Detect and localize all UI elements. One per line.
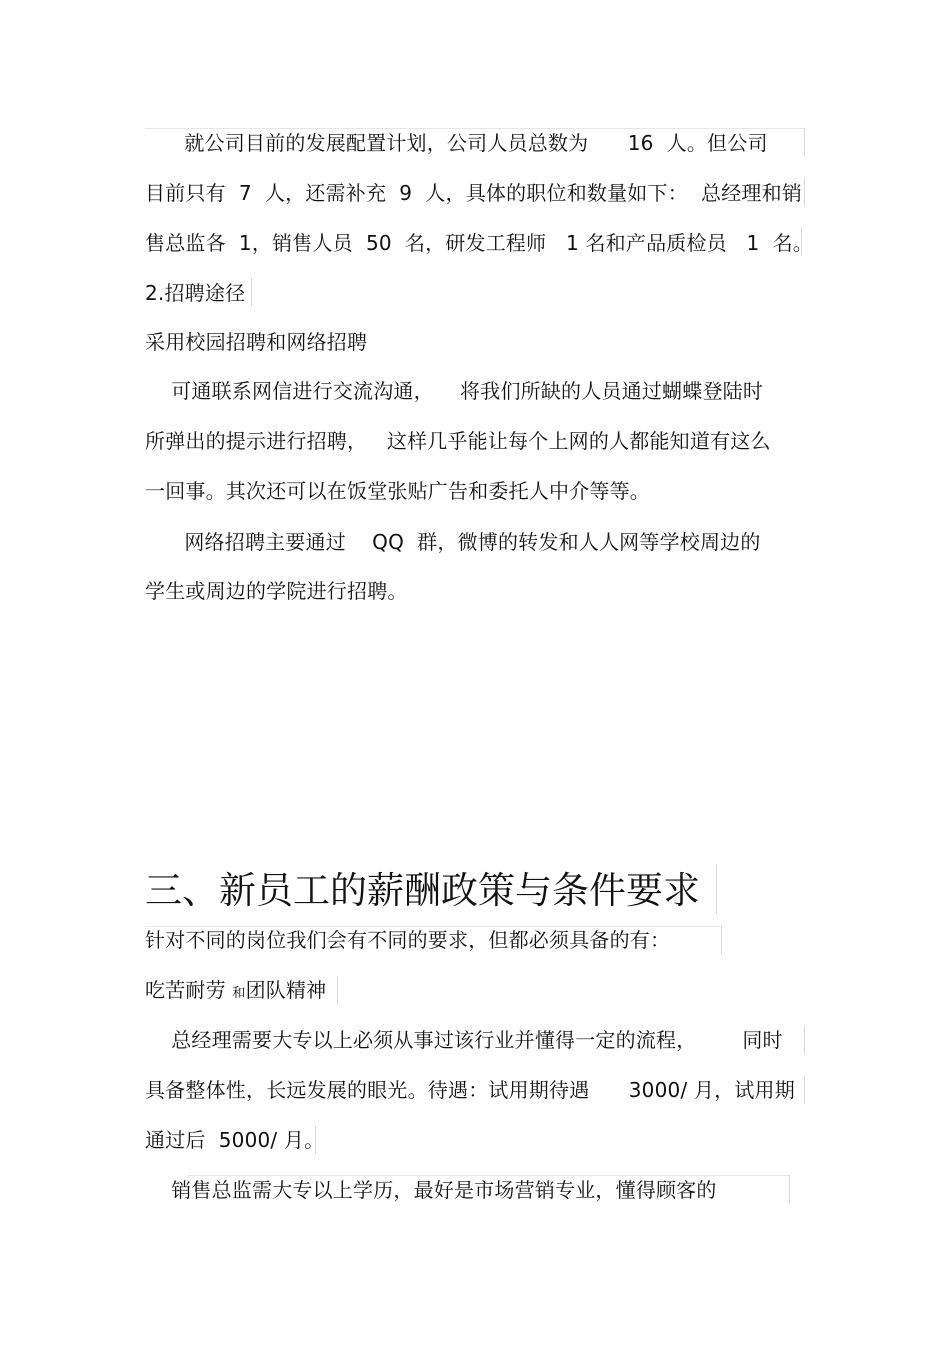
section-3-intro: 针对不同的岗位我们会有不同的要求，但都必须具备的有： <box>145 928 671 952</box>
paragraph-3-line-2: 学生或周边的学院进行招聘。 <box>145 579 408 603</box>
guide-line <box>721 926 722 954</box>
paragraph-3-line-1: 网络招聘主要通过 QQ 群，微博的转发和人人网等学校周边的 <box>145 530 761 554</box>
guide-line <box>251 278 252 306</box>
section-3-requirements <box>145 977 326 1007</box>
requirement-conjunction: 和 <box>232 986 246 1001</box>
paragraph-4-line-1: 总经理需要大专以上必须从事过该行业并懂得一定的流程， 同时 <box>145 1028 783 1052</box>
recruit-method: 采用校园招聘和网络招聘 <box>145 330 368 354</box>
paragraph-1-line-2: 目前只有 7 人，还需补充 9 人，具体的职位和数量如下： 总经理和销 <box>145 181 803 205</box>
paragraph-1-line-3: 售总监各 1，销售人员 50 名，研发工程师 1 名和产品质检员 1 名。 <box>145 231 813 255</box>
paragraph-2-line-2: 所弹出的提示进行招聘， 这样几乎能让每个上网的人都能知道有这么 <box>145 429 771 453</box>
guide-line <box>716 864 717 914</box>
recruit-heading: 2.招聘途径 <box>145 281 246 305</box>
guide-line <box>337 976 338 1004</box>
requirement-teamwork: 团队精神 <box>245 978 327 1002</box>
guide-line <box>804 1076 805 1104</box>
requirement-endurance: 吃苦耐劳 <box>145 978 233 1002</box>
guide-line <box>145 128 805 129</box>
guide-line <box>315 1126 316 1154</box>
guide-line <box>188 1175 790 1176</box>
paragraph-2-line-3: 一回事。其次还可以在饭堂张贴广告和委托人中介等等。 <box>145 479 650 503</box>
paragraph-4-line-2: 具备整体性，长远发展的眼光。待遇：试用期待遇 3000/ 月，试用期 <box>145 1078 795 1102</box>
paragraph-5-line-1: 销售总监需大专以上学历，最好是市场营销专业，懂得顾客的 <box>145 1178 717 1202</box>
paragraph-2-line-1: 可通联系网信进行交流沟通， 将我们所缺的人员通过蝴蝶登陆时 <box>145 379 764 403</box>
guide-line <box>804 128 805 156</box>
section-3-title: 三、新员工的薪酬政策与条件要求 <box>145 869 700 912</box>
guide-line <box>801 228 802 256</box>
guide-line <box>804 1026 805 1054</box>
paragraph-1-line-1: 就公司目前的发展配置计划，公司人员总数为 16 人。但公司 <box>145 131 768 155</box>
guide-line <box>804 178 805 206</box>
paragraph-4-line-3: 通过后 5000/ 月。 <box>145 1128 325 1152</box>
guide-line <box>789 1175 790 1203</box>
guide-line <box>145 926 722 927</box>
